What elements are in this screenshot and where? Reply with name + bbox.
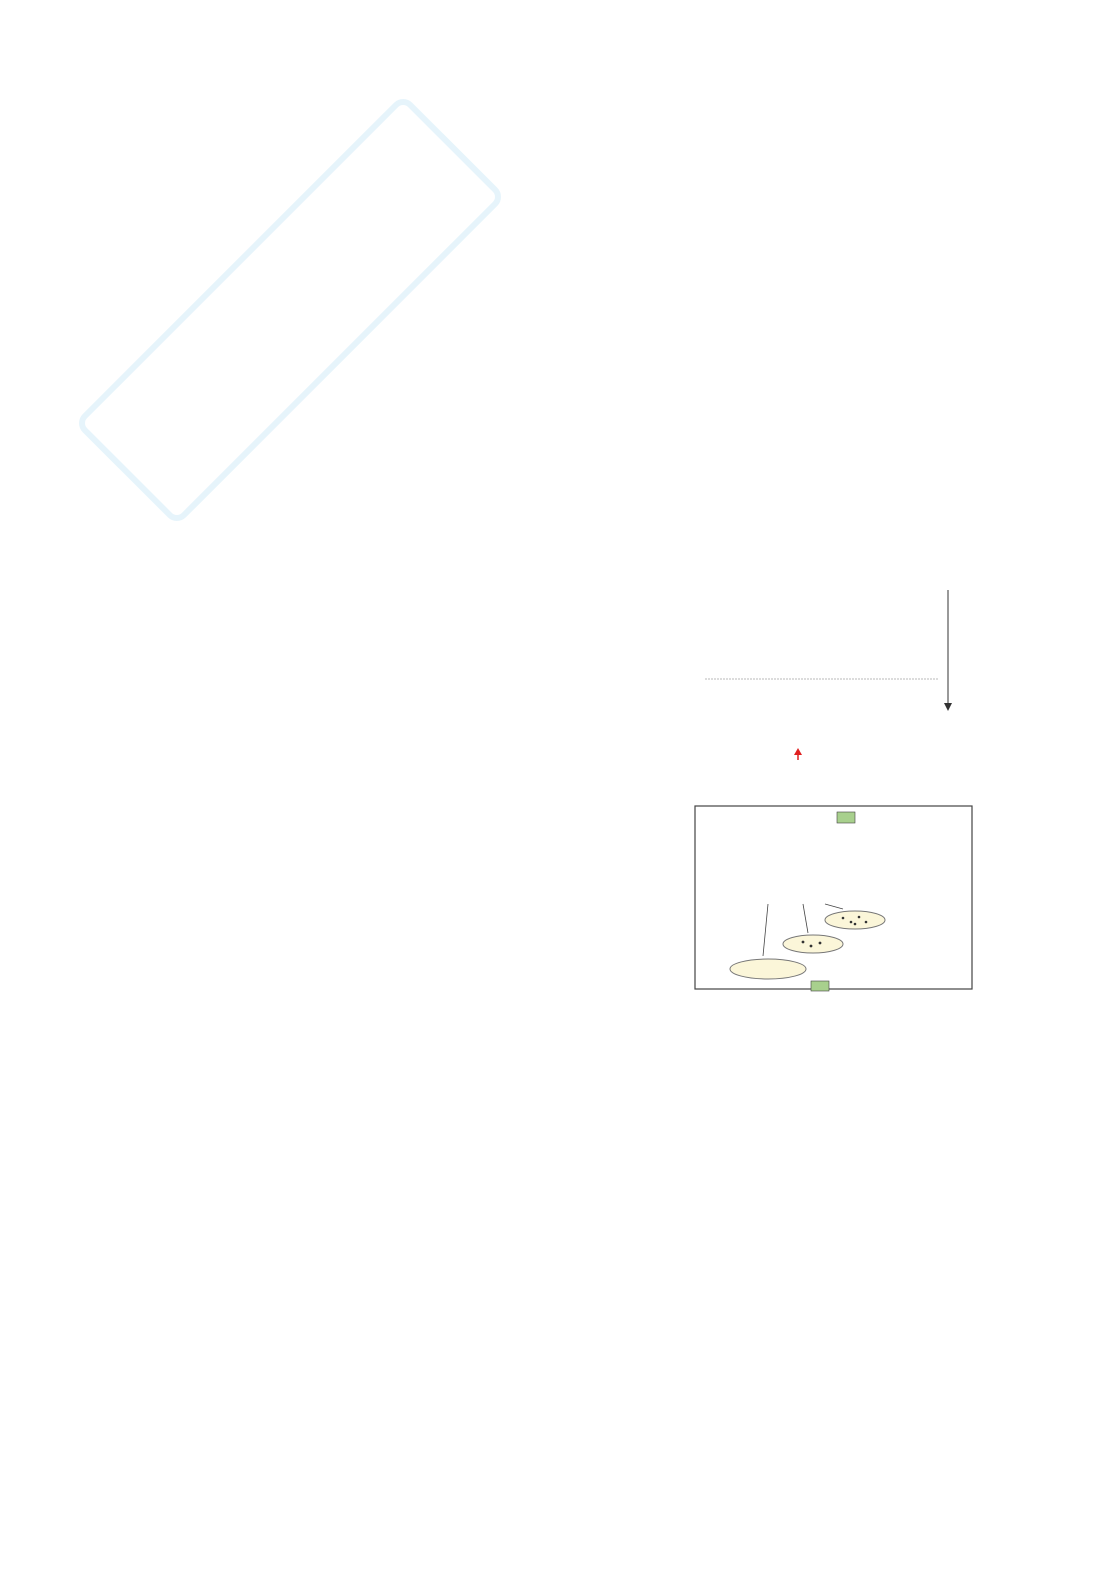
mbc-figure-title <box>693 790 978 804</box>
dilution-method-figure <box>693 555 978 785</box>
body-text <box>135 134 980 223</box>
mbc-diagram <box>693 804 978 994</box>
skuola-watermark <box>30 50 550 570</box>
mbc-evaluation-figure <box>693 790 978 995</box>
